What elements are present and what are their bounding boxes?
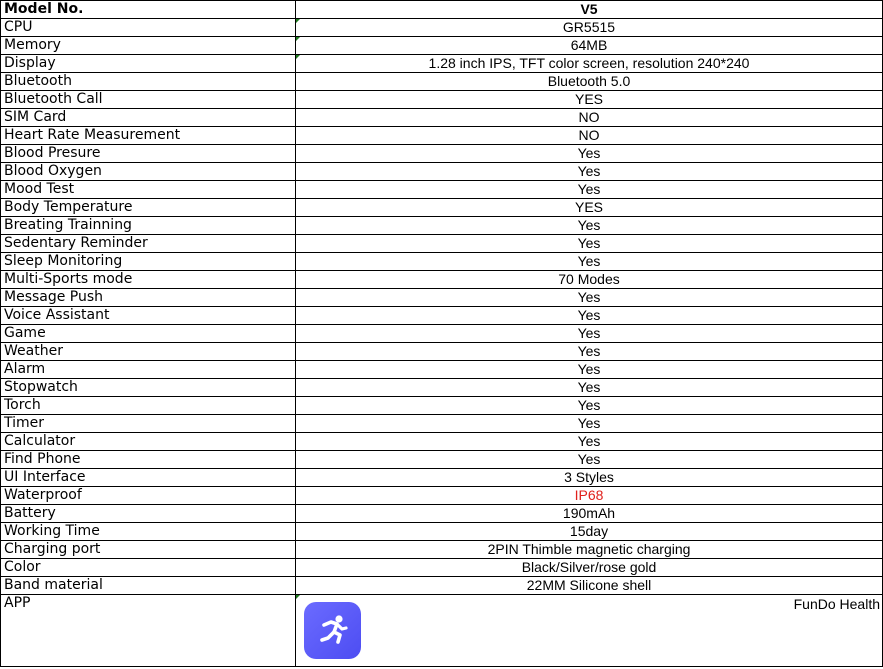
spec-label: Timer	[1, 415, 296, 433]
spec-row	[1, 433, 882, 451]
spec-row	[1, 559, 882, 577]
spec-label: UI Interface	[1, 469, 296, 487]
spec-label: Voice Assistant	[1, 307, 296, 325]
spec-row	[1, 217, 882, 235]
spec-label: Breating Trainning	[1, 217, 296, 235]
spec-label: Find Phone	[1, 451, 296, 469]
spec-label: Bluetooth Call	[1, 91, 296, 109]
spec-label: Working Time	[1, 523, 296, 541]
spec-value: 3 Styles	[296, 469, 883, 487]
spec-row	[1, 325, 882, 343]
spec-row	[1, 379, 882, 397]
spec-value: Yes	[296, 415, 883, 433]
spec-value: Yes	[296, 289, 883, 307]
spec-value: Yes	[296, 379, 883, 397]
spec-label: Sleep Monitoring	[1, 253, 296, 271]
spec-row	[1, 145, 882, 163]
spec-value-text: 64MB	[570, 37, 608, 53]
spec-value: IP68	[296, 487, 883, 505]
spec-label: Mood Test	[1, 181, 296, 199]
spec-row	[1, 37, 882, 55]
spec-value: Yes	[296, 145, 883, 163]
spec-value: Yes	[296, 325, 883, 343]
spec-value-text: GR5515	[562, 19, 616, 35]
spec-row	[1, 397, 882, 415]
spec-row	[1, 91, 882, 109]
spec-label: SIM Card	[1, 109, 296, 127]
spec-row	[1, 289, 882, 307]
running-figure-icon	[304, 602, 361, 659]
spec-row	[1, 19, 882, 37]
spec-table	[1, 1, 882, 666]
spec-value: Black/Silver/rose gold	[296, 559, 883, 577]
spec-value: Yes	[296, 253, 883, 271]
spec-row	[1, 199, 882, 217]
spec-value: Yes	[296, 451, 883, 469]
spec-row	[1, 343, 882, 361]
spec-value	[296, 55, 883, 73]
spec-label: Band material	[1, 577, 296, 595]
spec-row	[1, 307, 882, 325]
spec-row	[1, 541, 882, 559]
spec-label: Color	[1, 559, 296, 577]
spec-label: Sedentary Reminder	[1, 235, 296, 253]
spec-value: NO	[296, 127, 883, 145]
spec-label: Memory	[1, 37, 296, 55]
spec-value	[296, 37, 883, 55]
spec-row	[1, 253, 882, 271]
comment-marker-icon	[296, 55, 300, 59]
spec-label: CPU	[1, 19, 296, 37]
spec-row	[1, 415, 882, 433]
spec-label: Calculator	[1, 433, 296, 451]
spec-value: 2PIN Thimble magnetic charging	[296, 541, 883, 559]
spec-value: YES	[296, 199, 883, 217]
spec-row	[1, 235, 882, 253]
spec-label: Battery	[1, 505, 296, 523]
spec-row	[1, 361, 882, 379]
app-cell	[296, 595, 883, 667]
spec-label: Heart Rate Measurement	[1, 127, 296, 145]
spec-value: Bluetooth 5.0	[296, 73, 883, 91]
comment-marker-icon	[296, 19, 300, 23]
spec-value: 70 Modes	[296, 271, 883, 289]
spec-value: Yes	[296, 397, 883, 415]
comment-marker-icon	[296, 37, 300, 41]
header-value: V5	[296, 1, 883, 19]
spec-label: Stopwatch	[1, 379, 296, 397]
spec-value: NO	[296, 109, 883, 127]
spec-label: Message Push	[1, 289, 296, 307]
spec-label: Torch	[1, 397, 296, 415]
spec-value: Yes	[296, 361, 883, 379]
spec-label: Bluetooth	[1, 73, 296, 91]
spec-value: Yes	[296, 343, 883, 361]
spec-value: Yes	[296, 307, 883, 325]
spec-label: Display	[1, 55, 296, 73]
spec-row	[1, 73, 882, 91]
spec-row	[1, 505, 882, 523]
spec-value: 15day	[296, 523, 883, 541]
spec-value: Yes	[296, 163, 883, 181]
spec-label: Blood Presure	[1, 145, 296, 163]
header-label: Model No.	[4, 1, 84, 17]
spec-label: Game	[1, 325, 296, 343]
spec-row	[1, 451, 882, 469]
spec-label: Multi-Sports mode	[1, 271, 296, 289]
spec-label: Body Temperature	[1, 199, 296, 217]
spec-value: Yes	[296, 433, 883, 451]
running-figure-glyph	[313, 611, 353, 651]
spec-value: Yes	[296, 181, 883, 199]
spec-row	[1, 181, 882, 199]
spec-value: 22MM Silicone shell	[296, 577, 883, 595]
spec-label: Waterproof	[1, 487, 296, 505]
spec-value: YES	[296, 91, 883, 109]
spec-value-text: 1.28 inch IPS, TFT color screen, resolution 240*240	[428, 55, 750, 71]
spec-row	[1, 127, 882, 145]
spec-value	[296, 19, 883, 37]
spec-label: Blood Oxygen	[1, 163, 296, 181]
spec-label: Weather	[1, 343, 296, 361]
spec-row	[1, 271, 882, 289]
spec-row	[1, 55, 882, 73]
spec-value: Yes	[296, 217, 883, 235]
spec-row	[1, 577, 882, 595]
app-row	[1, 595, 882, 667]
spec-row	[1, 109, 882, 127]
spec-row	[1, 163, 882, 181]
spec-row	[1, 469, 882, 487]
spec-label: Alarm	[1, 361, 296, 379]
spec-row	[1, 523, 882, 541]
spec-row	[1, 487, 882, 505]
app-name: FunDo Health	[793, 596, 880, 612]
spec-label: Charging port	[1, 541, 296, 559]
app-label: APP	[1, 595, 296, 667]
spec-value: 190mAh	[296, 505, 883, 523]
header-row	[1, 1, 882, 19]
comment-marker-icon	[296, 595, 300, 599]
spec-value: Yes	[296, 235, 883, 253]
